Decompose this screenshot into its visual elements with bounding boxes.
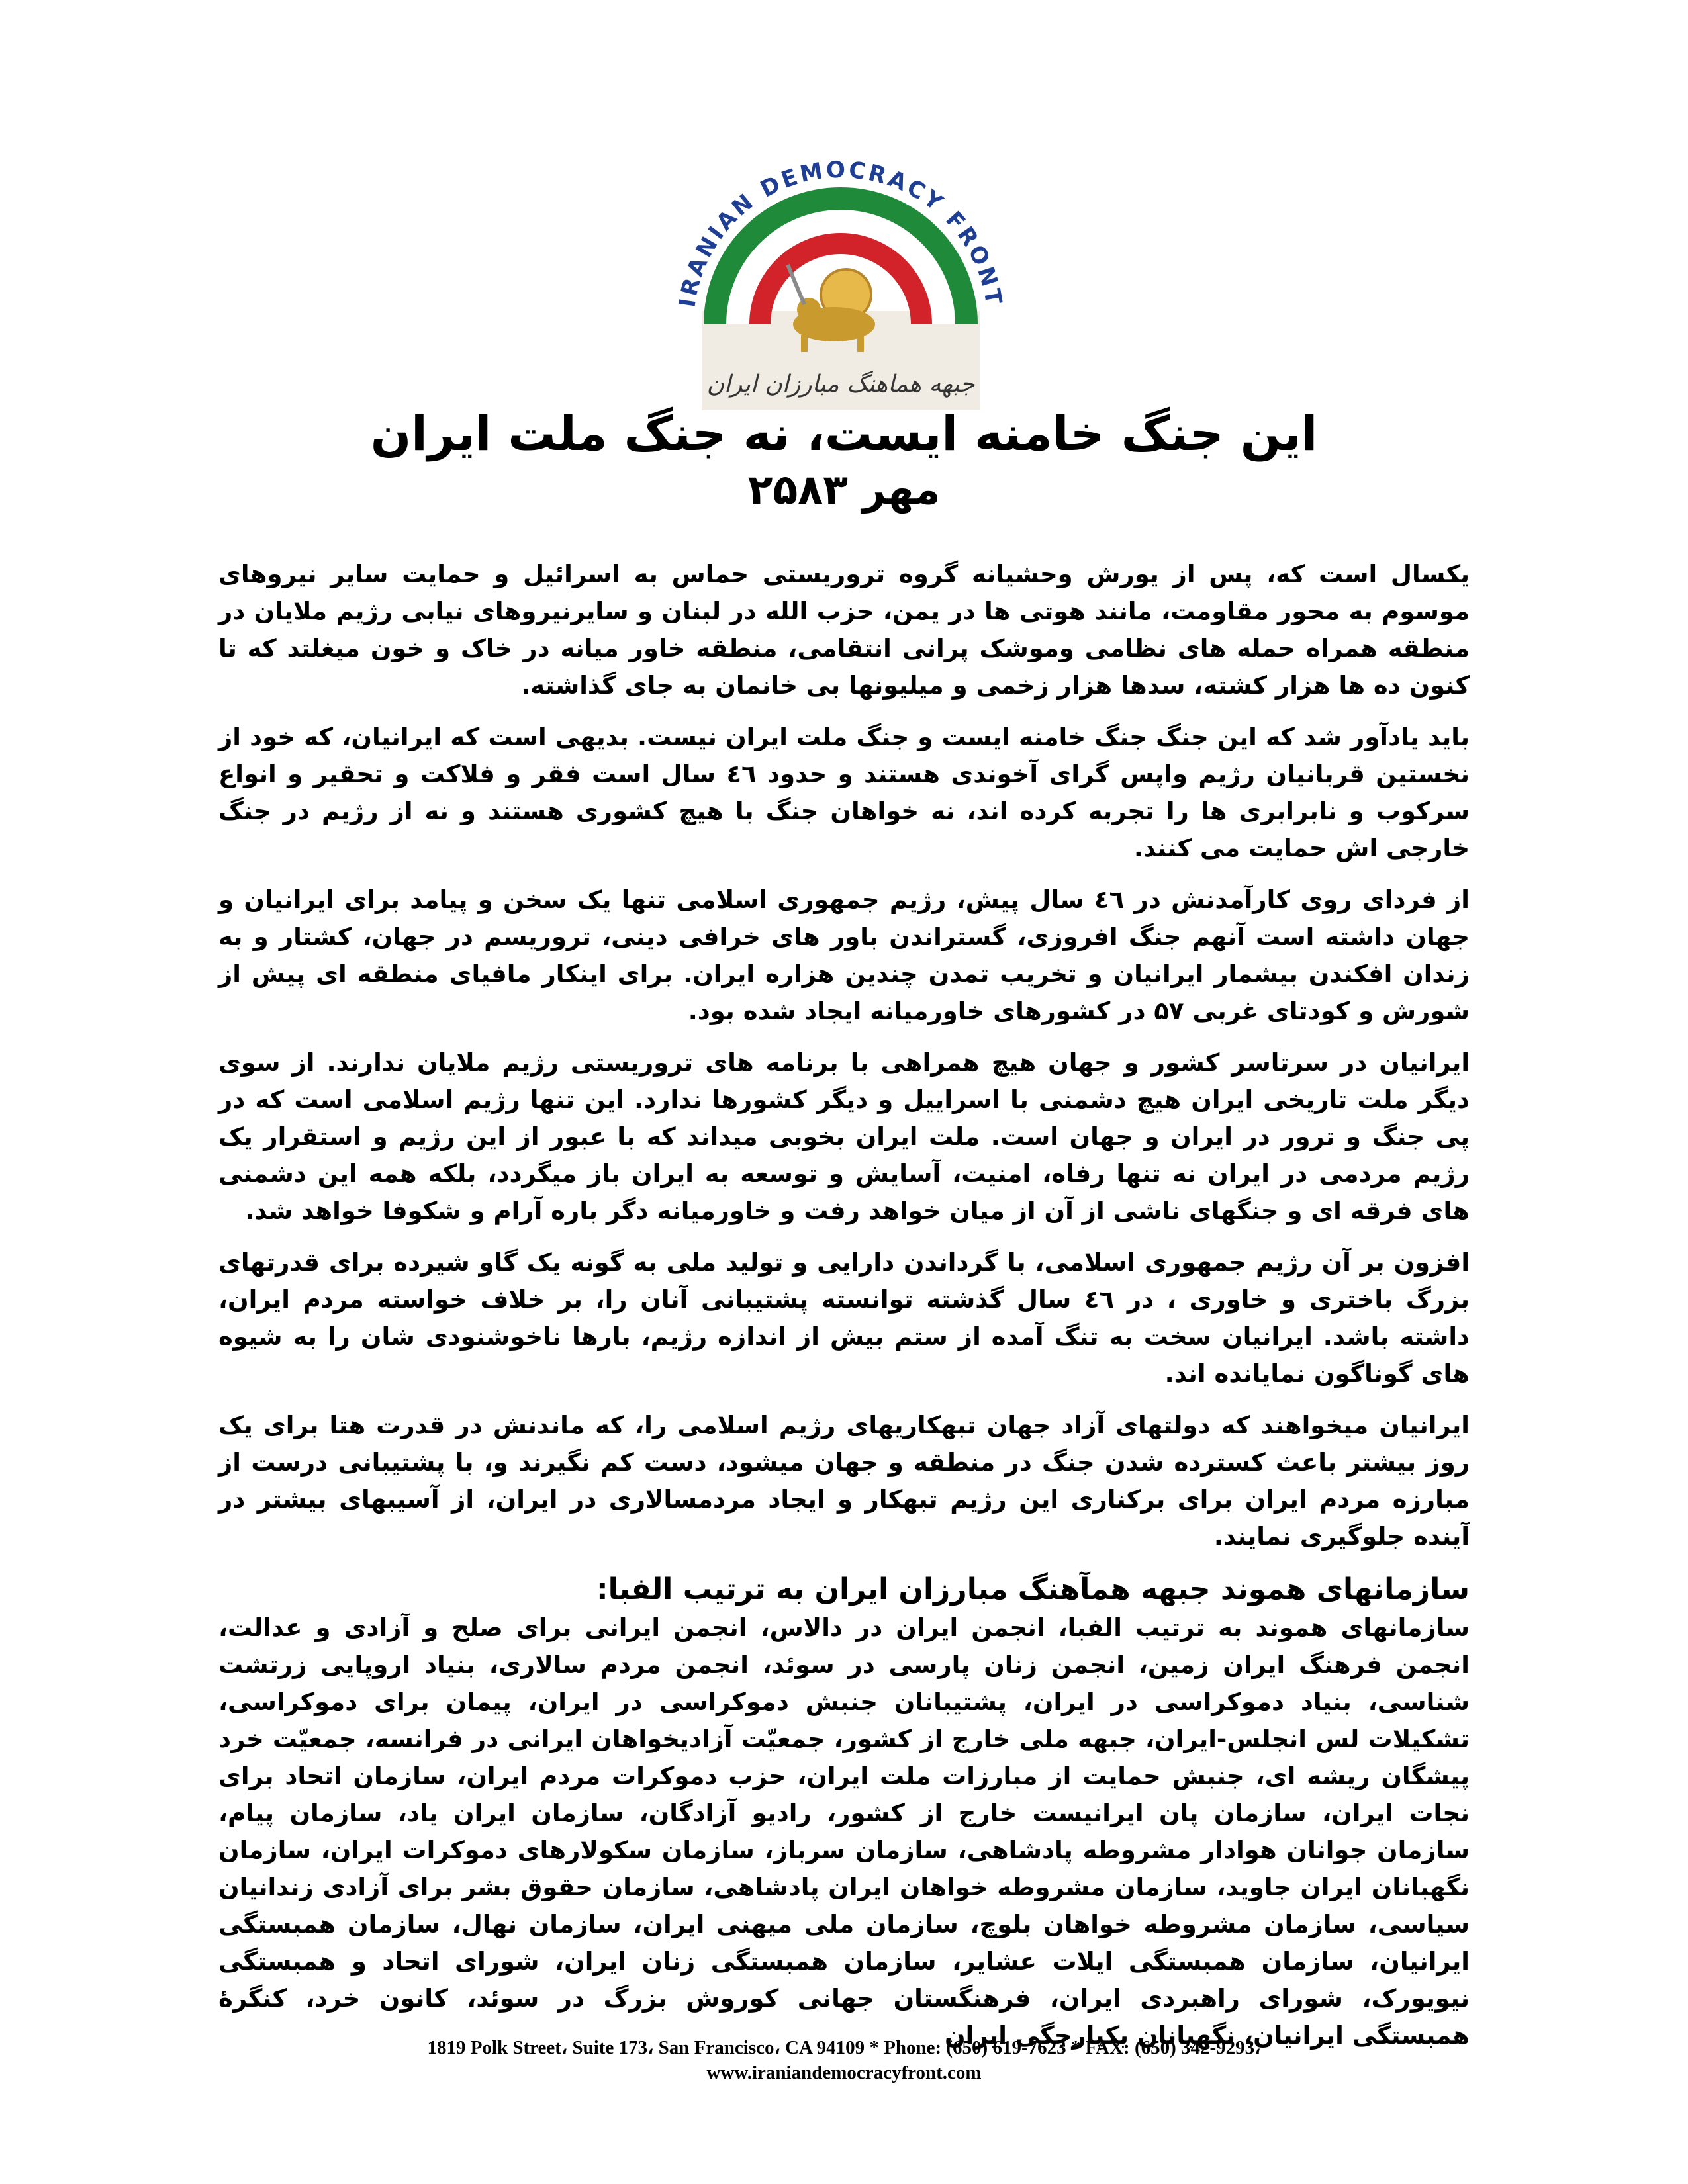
- logo-emblem: [669, 159, 1013, 410]
- document-date: مهر ۲۵۸۳: [747, 465, 941, 514]
- page-footer: [132, 2035, 1556, 2085]
- paragraph-1: یکسال است که، پس از یورش وحشیانه گروه تروریستی حماس به اسرائیل و حمایت سایر نیروهای موسوم به محور مقاومت، مانند هوتی ها در یمن، حزب الله در لبنان و سایرنیروهای نیابی رژیم ملایان در منطقه همراه حمله های نظامی وموشک پرانی انتقامی، منطقه خاور میانه در خاک و خون میغلتد که تا کنون ده ها هزار کشته، سدها هزار زخمی و میلیونها بی خانمان به جای گذاشته.: [218, 560, 1470, 700]
- document-body: [218, 556, 1470, 2069]
- contact-address: 1819 Polk Street، Suite 173، San Francisco، CA 94109 * Phone: (650) 619-7623 * FAX: (650) 342-9293،: [427, 2037, 1261, 2058]
- page-title: این جنگ خامنه ایست، نه جنگ ملت ایران: [370, 406, 1318, 461]
- logo-script-text: جبهه هماهنگ مبارزان ایران: [706, 371, 975, 398]
- paragraph-2: باید یادآور شد که این جنگ جنگ خامنه ایست و جنگ ملت ایران نیست. بدیهی است که ایرانیان، که خود از نخستین قربانیان رژیم واپس گرای آخوندی هستند و حدود ٤٦ سال است فقر و فلاکت و تحقیر و انواع سرکوب و نابرابری ها را تجربه کرده اند، نه خواهان جنگ با هیچ کشوری هستند و نه از رژیم در جنگ خارجی اش حمایت می کنند.: [218, 723, 1470, 862]
- organization-logo: [669, 159, 1013, 410]
- member-organizations-heading: سازمانهای هموند جبهه همآهنگ مبارزان ایران به ترتیب الفبا:: [596, 1572, 1470, 1606]
- member-organizations-list: سازمانهای هموند به ترتیب الفبا، انجمن ایران در دالاس، انجمن ایرانی برای صلح و آزادی و عدالت، انجمن فرهنگ ایران زمین، انجمن زنان پارسی در سوئد، انجمن مردم سالاری، بنیاد اروپایی زرتشت شناسی، بنیاد دموکراسی در ایران، پشتیبانان جنبش دموکراسی در ایران، پیمان برای دموکراسی، تشکیلات لس انجلس-ایران، جبهه ملی خارج از کشور، جمعیّت آزادیخواهان ایرانی در فرانسه، جمعیّت خرد پیشگان ریشه ای، جنبش حمایت از مبارزات ملت ایران، حزب دموکرات مردم ایران، سازمان اتحاد برای نجات ایران، سازمان پان ایرانیست خارج از کشور، رادیو آزادگان، سازمان ایران یاد، سازمان پیام، سازمان جوانان هوادار مشروطه پادشاهی، سازمان سرباز، سازمان سکولارهای دموکرات ایران، سازمان نگهبانان ایران جاوید، سازمان مشروطه خواهان ایران پادشاهی، سازمان حقوق بشر برای آزادی زندانیان سیاسی، سازمان مشروطه خواهان بلوچ، سازمان ملی میهنی ایران، سازمان نهال، سازمان همبستگی ایرانیان، سازمان همبستگی ایلات عشایر، سازمان همبستگی زنان ایران، شورای اتحاد و همبستگی نیویورک، شورای راهبردی ایران، فرهنگستان جهانی کوروش بزرگ در سوئد، کانون خرد، کنگرهٔ همبستگی ایرانیان، نگهبانان یکپارچگی ایران: [218, 1614, 1470, 2050]
- paragraph-4: ایرانیان در سرتاسر کشور و جهان هیچ همراهی با برنامه های تروریستی رژیم ملایان ندارند. از سوی دیگر ملت تاریخی ایران هیچ دشمنی با اسراییل و دیگر کشورها ندارد. این تنها رژیم اسلامی است که در پی جنگ و ترور در ایران و جهان است. ملت ایران بخوبی میداند که با عبور از این رژیم و استقرار یک رژیم مردمی در ایران نه تنها رفاه، امنیت، آسایش و توسعه به ایران باز میگردد، بلکه همه این دشمنی های فرقه ای و جنگهای ناشی از آن از میان خواهد رفت و خاورمیانه دگر باره آرام و شکوفا خواهد شد.: [218, 1048, 1470, 1225]
- paragraph-5: افزون بر آن رژیم جمهوری اسلامی، با گرداندن دارایی و تولید ملی به گونه یک گاو شیرده برای قدرتهای بزرگ باختری و خاوری ، در ٤٦ سال گذشته توانسته پشتیبانی آنان را، بر خلاف خواسته مردم ایران، داشته باشد. ایرانیان سخت به تنگ آمده از ستم بیش از اندازه رژیم، بارها ناخوشنودی شان را به شیوه های گوناگون نمایانده اند.: [218, 1248, 1470, 1388]
- website-link[interactable]: www.iraniandemocracyfront.com: [706, 2062, 982, 2083]
- paragraph-3: از فردای روی کارآمدنش در ٤٦ سال پیش، رژیم جمهوری اسلامی تنها یک سخن و پیامد برای ایرانیان و جهان داشته است آنهم جنگ افروزی، گستراندن باور های خرافی دینی، تروریسم در جهان، کشتار و به زندان افکندن بیشمار ایرانیان و تخریب تمدن چندین هزاره ایران. برای اینکار مافیای منطقه ای پیش از شورش و کودتای غربی ۵۷ در کشورهای خاورمیانه ایجاد شده بود.: [218, 886, 1470, 1025]
- paragraph-6: ایرانیان میخواهند که دولتهای آزاد جهان تبهکاریهای رژیم اسلامی را، که ماندنش در قدرت هتا برای یک روز بیشتر باعث کسترده شدن جنگ در منطقه و جهان میشود، دست کم نگیرند و، با پشتیبانی درست از مبارزه مردم ایران برای برکناری این رژیم تبهکار و ایجاد مردمسالاری در ایران، از آسیبهای بیشتر در آینده جلوگیری نمایند.: [218, 1411, 1470, 1551]
- logo-arc-text: IRANIAN DEMOCRACY FRONT: [674, 159, 1008, 309]
